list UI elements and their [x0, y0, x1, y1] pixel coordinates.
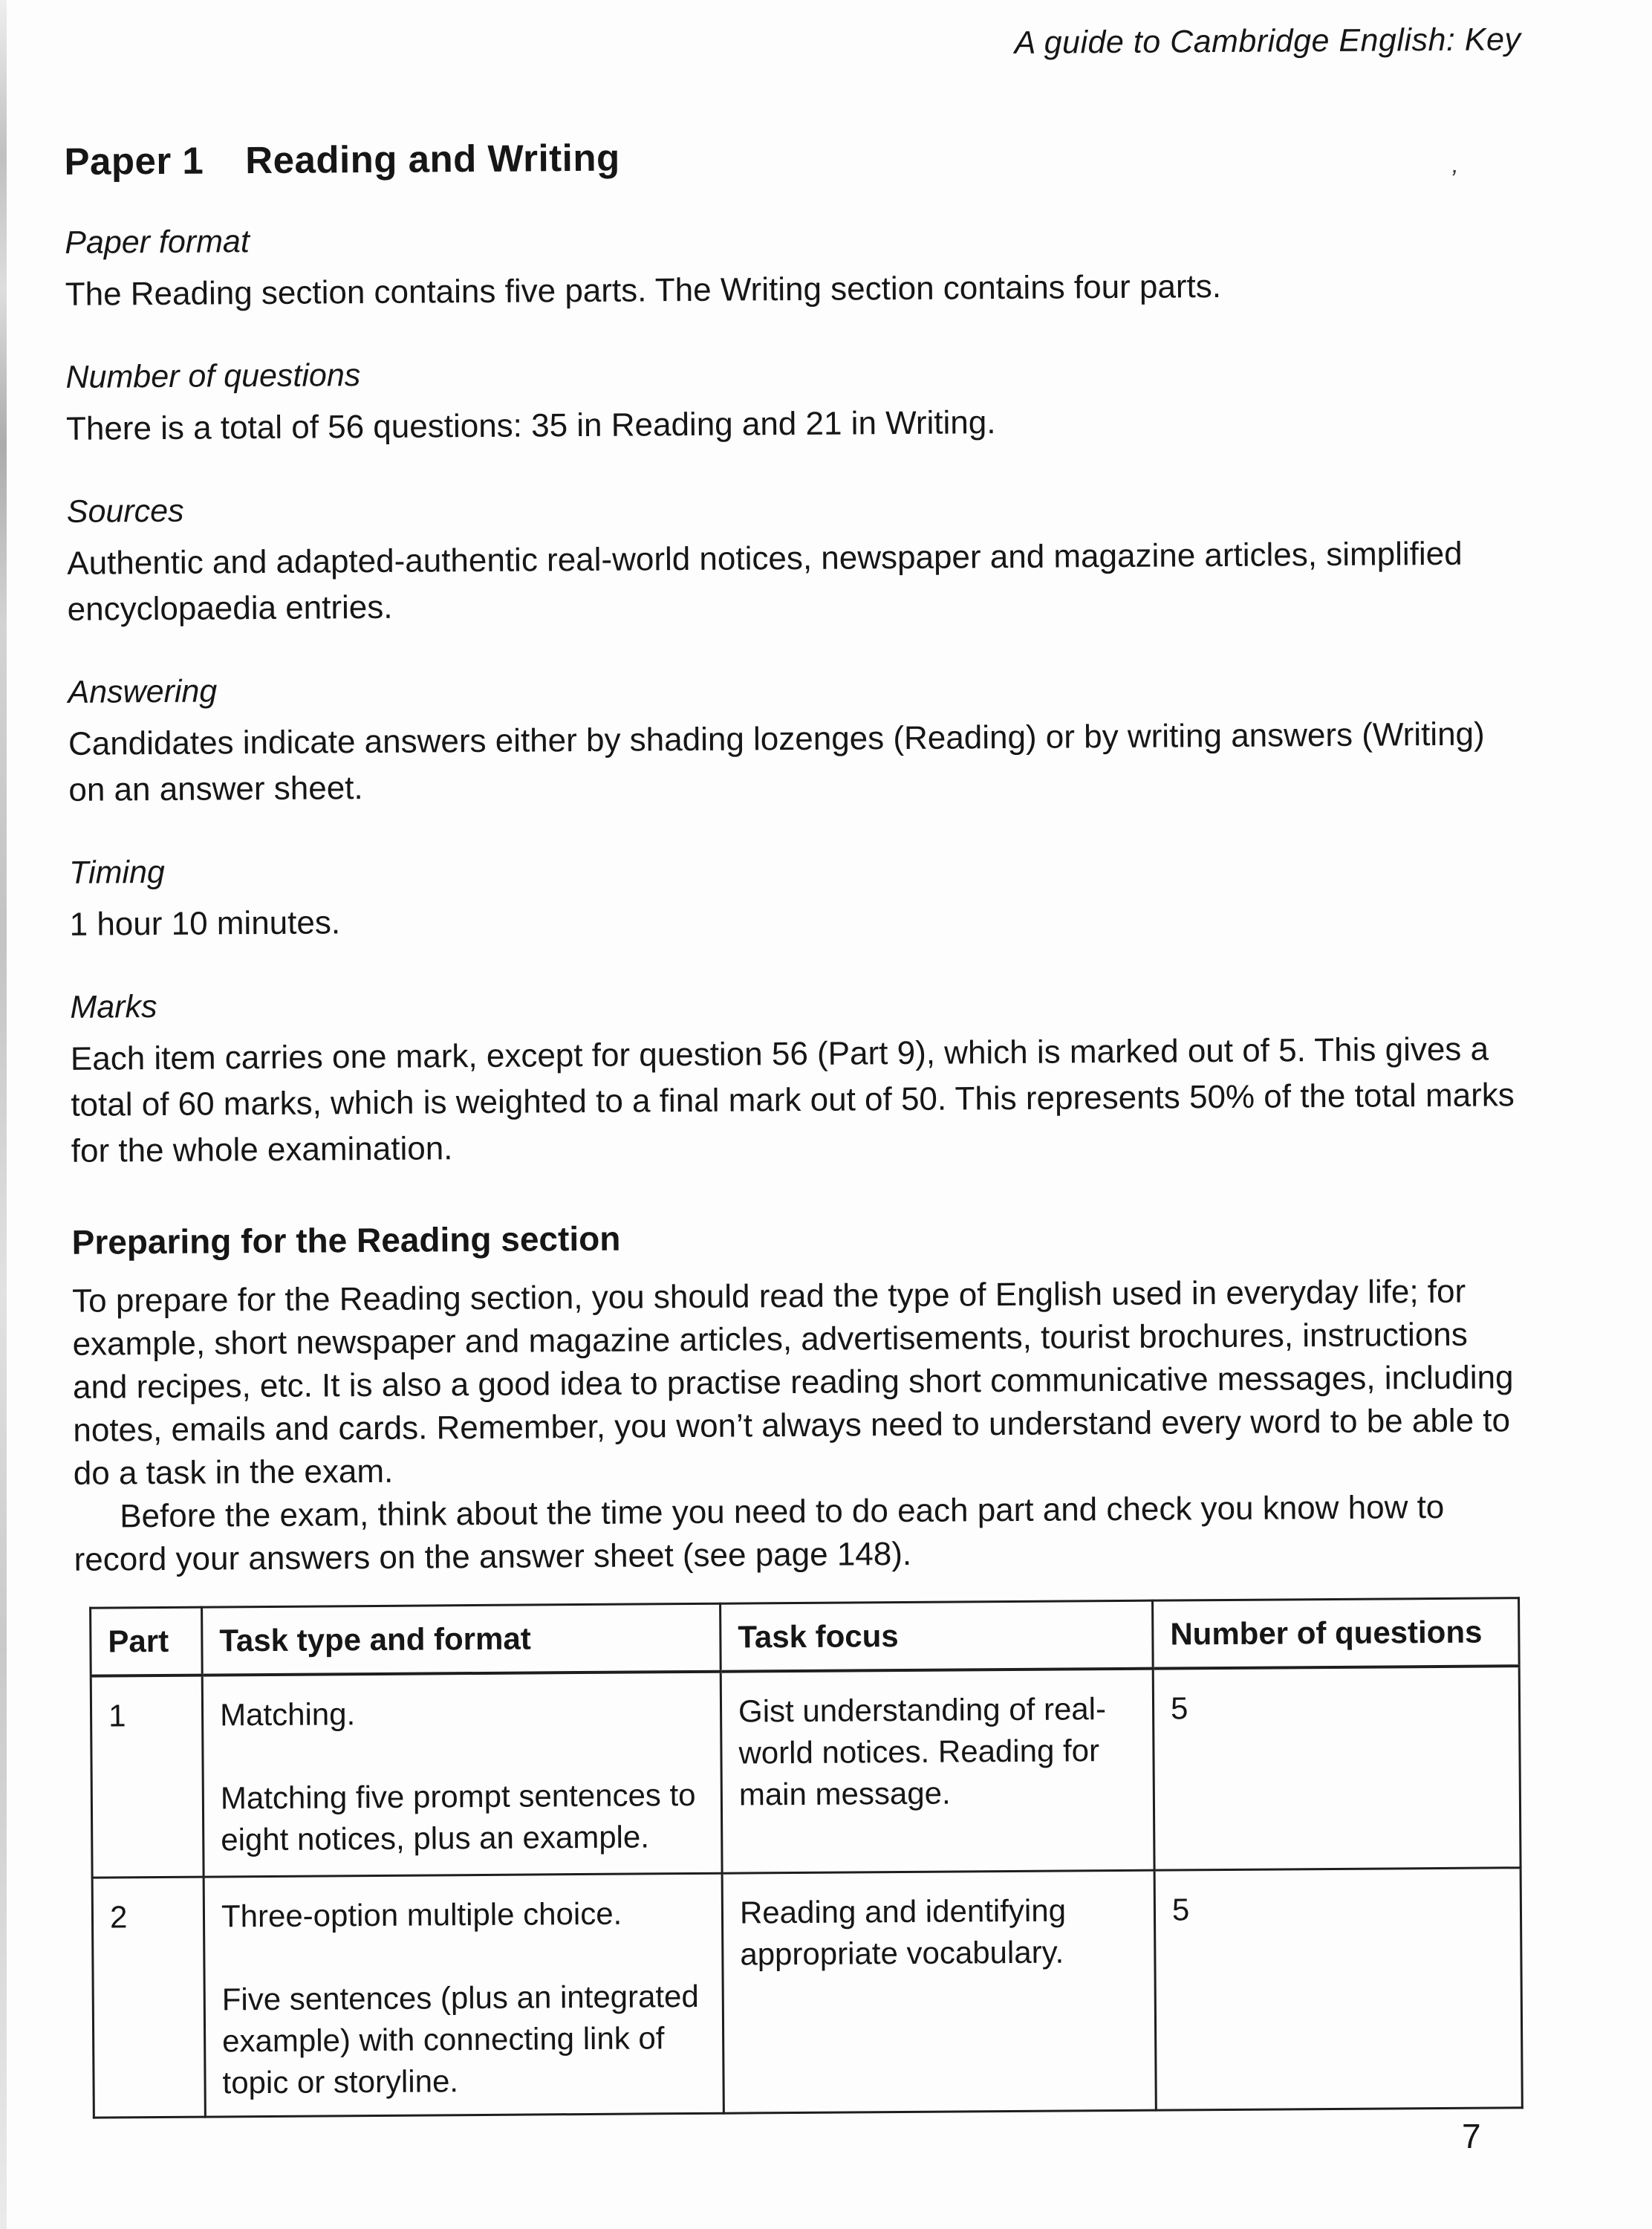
task-type-line: Matching five prompt sentences to eight notices, plus an example.: [220, 1777, 696, 1858]
task-type-line: Matching.: [219, 1696, 356, 1733]
cell-task-type: [202, 1672, 722, 1877]
section-body: There is a total of 56 questions: 35 in Reading and 21 in Writing.: [65, 404, 996, 447]
cell-task-focus: Reading and identifying appropriate vocabulary.: [722, 1870, 1156, 2113]
task-type-line: Three-option multiple choice.: [221, 1895, 622, 1934]
table-row: [92, 1868, 1522, 2118]
section-answering: [68, 664, 1526, 814]
section-heading: Sources: [66, 493, 184, 530]
paper-label: Paper 1: [64, 139, 204, 183]
section-body: Each item carries one mark, except for question 56 (Part 9), which is marked out of 5. This gives a total of 60 marks, which is weighted to a final mark out of 50. This represents 50% of the total marks for the whole examination.: [70, 1031, 1515, 1169]
column-header-task-type: Task type and format: [202, 1603, 721, 1675]
running-header: A guide to Cambridge English: Key: [1014, 22, 1521, 61]
preparing-section-heading: Preparing for the Reading section: [71, 1219, 621, 1262]
page-title: [64, 129, 1521, 184]
column-header-task-focus: Task focus: [721, 1600, 1154, 1672]
preparing-paragraph-2: Before the exam, think about the time you need to do each part and check you know how to record your answers on the answer sheet (see page 148).: [74, 1488, 1445, 1578]
preparing-paragraph-1: To prepare for the Reading section, you should read the type of English used in everyday life; for example, short newspaper and magazine articles, advertisements, tourist brochures, instructions and recipes, etc. It is also a good idea to practise reading short communicative messages, including notes, emails and cards. Remember, you won’t always need to understand every word to be able to do a task in the exam.: [72, 1273, 1514, 1492]
cell-number-of-questions: 5: [1154, 1868, 1522, 2110]
section-body: Authentic and adapted-authentic real-world notices, newspaper and magazine articles, simplified encyclopaedia entries.: [67, 535, 1463, 628]
table-header-row: [91, 1598, 1520, 1676]
cell-task-focus: Gist understanding of real-world notices. Reading for main message.: [721, 1669, 1154, 1874]
scan-edge-shadow: [0, 0, 7, 2229]
section-number-of-questions: [65, 349, 1523, 452]
task-type-line: Five sentences (plus an integrated example) with connecting link of topic or storyline.: [221, 1978, 699, 2100]
section-body: The Reading section contains five parts. The Writing section contains four parts.: [65, 267, 1222, 313]
section-paper-format: [65, 215, 1523, 318]
parts-overview-table: [89, 1597, 1523, 2118]
section-heading: Answering: [68, 673, 218, 710]
section-heading: Number of questions: [65, 357, 361, 395]
cell-part: 1: [91, 1675, 204, 1878]
page-content: [63, 0, 1535, 2119]
section-marks: [70, 979, 1529, 1175]
column-header-number-of-questions: Number of questions: [1153, 1598, 1520, 1669]
section-body: 1 hour 10 minutes.: [69, 904, 341, 943]
cell-task-type: [204, 1873, 723, 2117]
section-sources: [67, 484, 1525, 633]
section-heading: Timing: [69, 854, 165, 891]
table-row: [91, 1666, 1521, 1878]
page-number: 7: [1462, 2117, 1481, 2155]
section-heading: Paper format: [65, 224, 250, 261]
paper-name: Reading and Writing: [245, 136, 620, 182]
section-heading: Marks: [70, 988, 157, 1025]
section-body: Candidates indicate answers either by shading lozenges (Reading) or by writing answers (Writing) on an answer sheet.: [68, 716, 1485, 808]
cell-part: 2: [92, 1877, 205, 2118]
column-header-part: Part: [91, 1607, 203, 1676]
section-timing: [69, 845, 1527, 948]
scan-stray-mark: ’: [1447, 164, 1459, 194]
cell-number-of-questions: 5: [1153, 1666, 1521, 1870]
